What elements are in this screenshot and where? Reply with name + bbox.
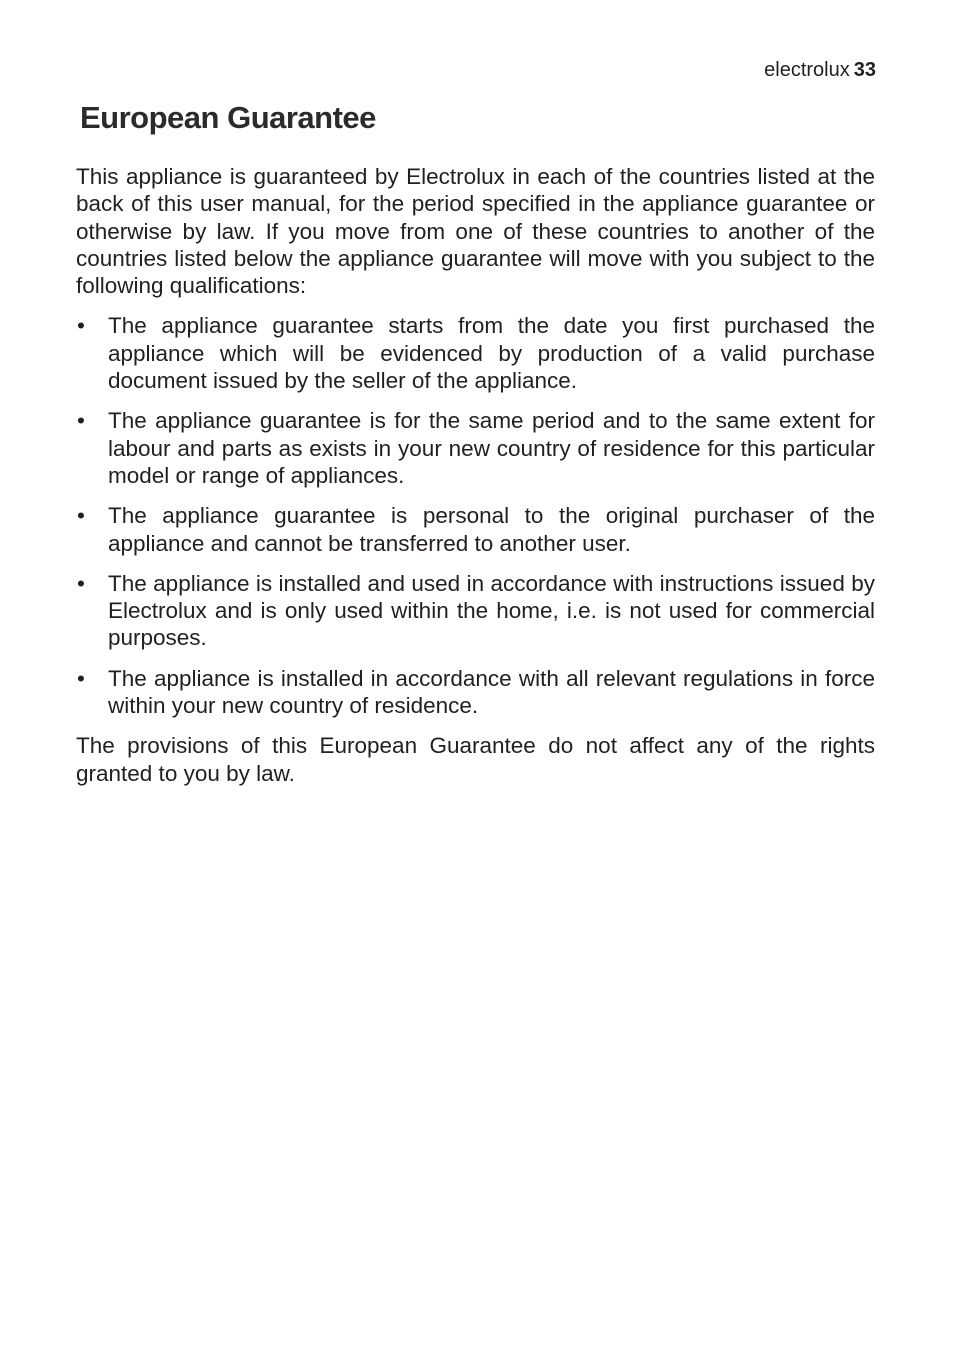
list-item (76, 665, 875, 720)
brand-name: electrolux (764, 59, 850, 81)
bullet-icon: • (77, 570, 85, 596)
list-item (76, 570, 875, 652)
list-item-text: The appliance guarantee is personal to the original purchaser of the appliance and cannot be transferred to another user. (108, 503, 875, 556)
closing-paragraph: The provisions of this European Guarantee do not affect any of the rights granted to you by law. (76, 733, 875, 786)
bullet-icon: • (77, 665, 85, 691)
running-header (764, 58, 876, 82)
list-item-text: The appliance guarantee starts from the date you first purchased the appliance which will be evidenced by production of a valid purchase document issued by the seller of the appliance. (108, 313, 875, 394)
page-number: 33 (853, 59, 876, 81)
list-item-text: The appliance guarantee is for the same period and to the same extent for labour and parts as exists in your new country of residence for this particular model or range of appliances. (108, 408, 875, 488)
list-item (76, 407, 875, 489)
bullet-icon: • (77, 313, 85, 339)
bullet-icon: • (77, 408, 85, 434)
bullet-icon: • (77, 503, 85, 529)
list-item-text: The appliance is installed and used in accordance with instructions issued by Electrolux and is only used within the home, i.e. is not used for commercial purposes. (108, 570, 875, 651)
qualifications-list (76, 312, 875, 719)
intro-paragraph: This appliance is guaranteed by Electrolux in each of the countries listed at the back of this user manual, for the period specified in the appliance guarantee or otherwise by law. If you move from one of these countries to another of the countries listed below the appliance guarantee will move with you subject to the following qualifications: (76, 164, 875, 299)
list-item-text: The appliance is installed in accordance with all relevant regulations in force within your new country of residence. (108, 665, 875, 719)
page-title: European Guarantee (80, 100, 376, 135)
list-item (76, 502, 875, 557)
guarantee-body (76, 163, 875, 787)
list-item (76, 312, 875, 394)
